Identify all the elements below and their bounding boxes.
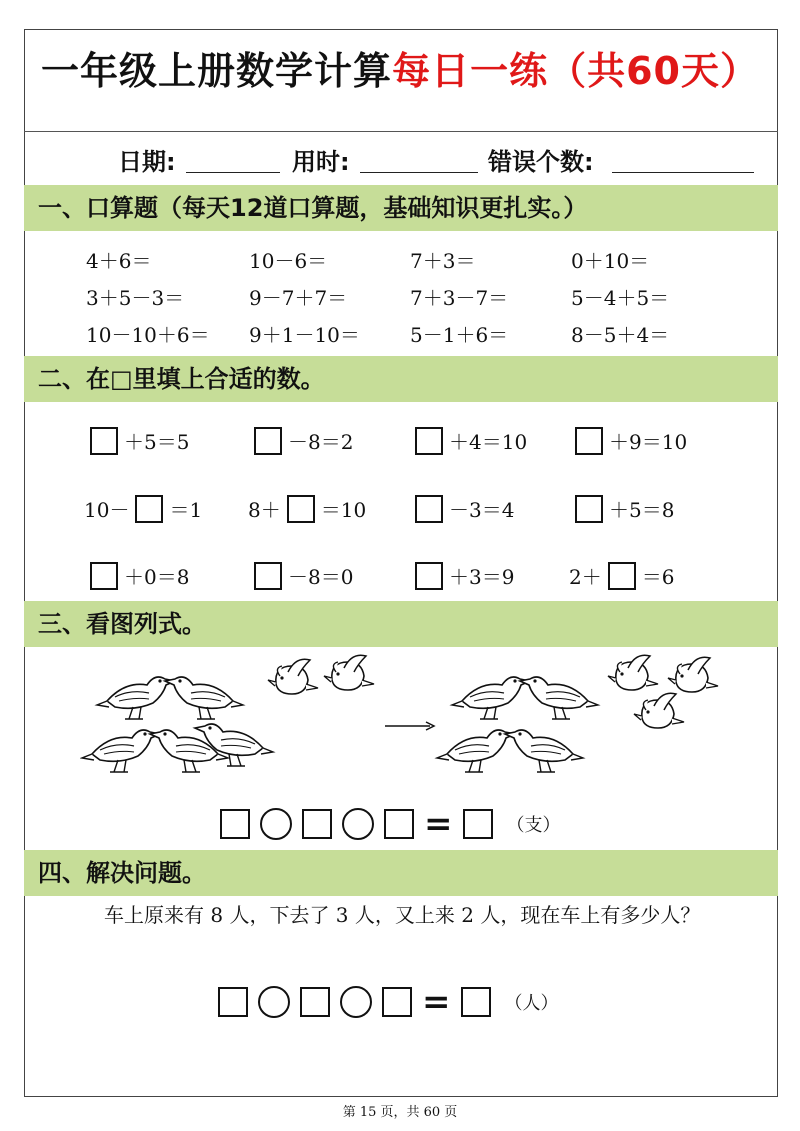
- answer-box[interactable]: [218, 987, 248, 1017]
- errors-field[interactable]: [612, 142, 754, 173]
- oral-question: 10－10＋6＝: [86, 323, 210, 347]
- fill-suffix: ＋5＝5: [124, 430, 190, 454]
- operator-circle[interactable]: [258, 986, 290, 1018]
- oral-question: 9＋1－10＝: [249, 323, 360, 347]
- problem-text: 车上原来有 8 人，下去了 3 人，又上来 2 人，现在车上有多少人？: [104, 903, 701, 927]
- operator-circle[interactable]: [340, 986, 372, 1018]
- page-footer: 第 15 页，共 60 页: [342, 1105, 458, 1120]
- fill-prefix: 10－: [84, 498, 130, 522]
- answer-box[interactable]: [461, 987, 491, 1017]
- section-2-header: 二、在□里填上合适的数。: [24, 356, 778, 402]
- fill-suffix: ＋9＝10: [609, 430, 688, 454]
- fill-suffix: －8＝2: [288, 430, 354, 454]
- fill-suffix: ＋4＝10: [449, 430, 528, 454]
- fill-question: [84, 494, 202, 523]
- oral-question: 8－5＋4＝: [571, 323, 670, 347]
- fill-prefix: 2＋: [569, 565, 602, 589]
- picture-formula: [220, 804, 561, 844]
- fill-suffix: －3＝4: [449, 498, 515, 522]
- answer-box[interactable]: [575, 427, 603, 455]
- fill-question: [415, 494, 514, 523]
- answer-box[interactable]: [463, 809, 493, 839]
- fill-question: [90, 561, 189, 590]
- time-field[interactable]: [360, 142, 478, 173]
- oral-question: 0＋10＝: [571, 249, 650, 273]
- time-label: 用时:: [292, 148, 350, 176]
- birds-illustration: [80, 650, 730, 790]
- fill-question: [254, 426, 353, 455]
- section-1-header: 一、口算题（每天12道口算题，基础知识更扎实。）: [24, 185, 778, 231]
- fill-question: [575, 426, 687, 455]
- title-black: 一年级上册数学计算: [41, 49, 393, 93]
- oral-question: 5－1＋6＝: [410, 323, 509, 347]
- answer-box[interactable]: [415, 562, 443, 590]
- answer-box[interactable]: [302, 809, 332, 839]
- fill-question: [569, 561, 674, 590]
- title-red: 每日一练（共60天）: [392, 49, 759, 93]
- fill-question: [90, 426, 189, 455]
- fill-question: [254, 561, 353, 590]
- answer-box[interactable]: [90, 427, 118, 455]
- fill-question: [575, 494, 674, 523]
- answer-box[interactable]: [384, 809, 414, 839]
- fill-question: [248, 494, 366, 523]
- divider: [24, 131, 778, 132]
- equals-sign: =: [422, 982, 451, 1022]
- answer-box[interactable]: [415, 427, 443, 455]
- fill-suffix: ＝1: [169, 498, 203, 522]
- section-3-header: 三、看图列式。: [24, 601, 778, 647]
- equals-sign: =: [424, 804, 453, 844]
- operator-circle[interactable]: [342, 808, 374, 840]
- answer-box[interactable]: [575, 495, 603, 523]
- fill-suffix: ＋3＝9: [449, 565, 515, 589]
- answer-box[interactable]: [254, 427, 282, 455]
- oral-question: 3＋5－3＝: [86, 286, 185, 310]
- page-title: [0, 40, 800, 95]
- fill-suffix: －8＝0: [288, 565, 354, 589]
- answer-box[interactable]: [608, 562, 636, 590]
- fill-suffix: ＋5＝8: [609, 498, 675, 522]
- answer-box[interactable]: [254, 562, 282, 590]
- picture-unit: （支）: [506, 815, 561, 836]
- fill-suffix: ＝10: [320, 498, 367, 522]
- problem-formula: [218, 982, 559, 1022]
- date-label: 日期:: [118, 148, 176, 176]
- answer-box[interactable]: [300, 987, 330, 1017]
- fill-prefix: 8＋: [248, 498, 281, 522]
- fill-question: [415, 426, 527, 455]
- oral-question: 4＋6＝: [86, 249, 152, 273]
- answer-box[interactable]: [415, 495, 443, 523]
- section-4-header: 四、解决问题。: [24, 850, 778, 896]
- oral-question: 9－7＋7＝: [249, 286, 348, 310]
- problem-unit: （人）: [504, 993, 559, 1014]
- errors-label: 错误个数:: [488, 148, 594, 176]
- oral-question: 7＋3＝: [410, 249, 476, 273]
- answer-box[interactable]: [90, 562, 118, 590]
- answer-box[interactable]: [135, 495, 163, 523]
- fill-question: [415, 561, 514, 590]
- answer-box[interactable]: [382, 987, 412, 1017]
- answer-box[interactable]: [287, 495, 315, 523]
- fill-suffix: ＝6: [641, 565, 675, 589]
- oral-question: 7＋3－7＝: [410, 286, 509, 310]
- date-field[interactable]: [186, 142, 280, 173]
- answer-box[interactable]: [220, 809, 250, 839]
- oral-question: 10－6＝: [249, 249, 328, 273]
- oral-question: 5－4＋5＝: [571, 286, 670, 310]
- fill-suffix: ＋0＝8: [124, 565, 190, 589]
- operator-circle[interactable]: [260, 808, 292, 840]
